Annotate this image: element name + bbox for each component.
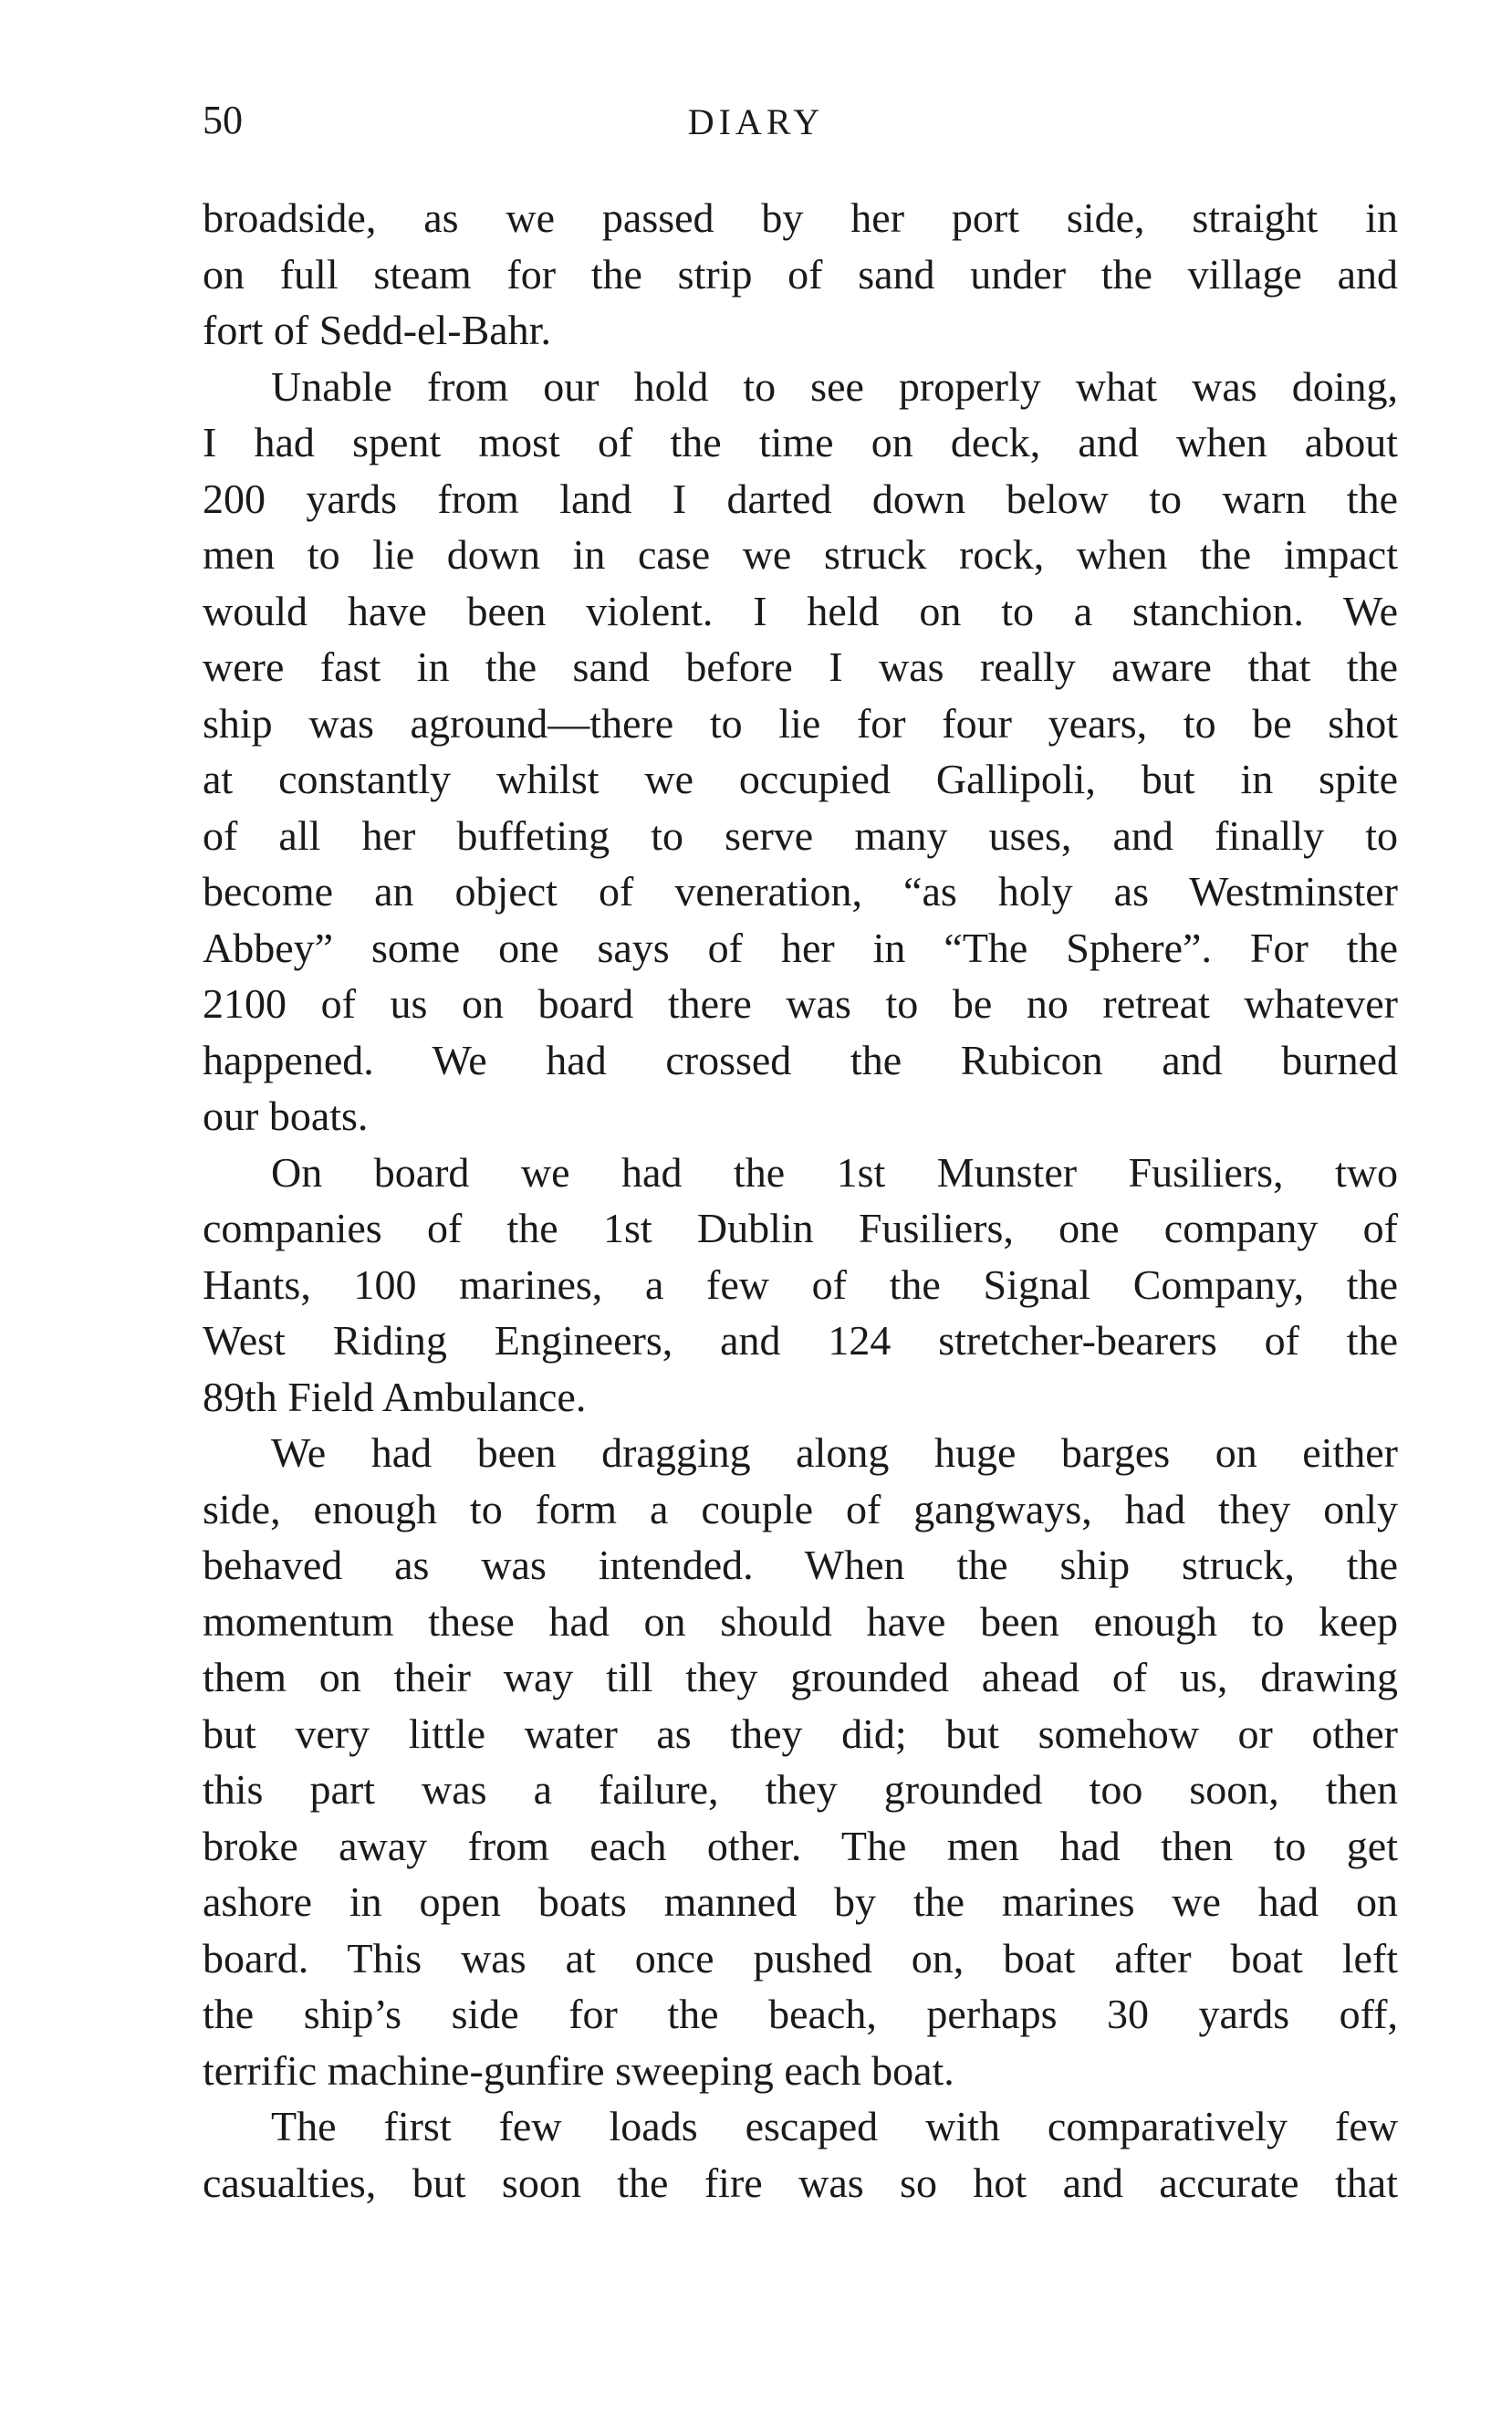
text-line: men to lie down in case we struck rock, when the impact — [203, 531, 1398, 578]
page-number: 50 — [203, 98, 243, 142]
text-line: fort of Sedd-el-Bahr. — [203, 307, 551, 353]
text-line: We had been dragging along huge barges on either — [271, 1429, 1398, 1476]
text-line: ashore in open boats manned by the marines we had on — [203, 1878, 1398, 1925]
text-line: 200 yards from land I darted down below to warn the — [203, 475, 1398, 522]
body-text — [203, 190, 1398, 2211]
running-title: DIARY — [687, 101, 825, 142]
text-line: On board we had the 1st Munster Fusiliers, two — [271, 1148, 1398, 1196]
text-line: side, enough to form a couple of gangways, had they only — [203, 1485, 1398, 1532]
text-line: on full steam for the strip of sand under the village and — [203, 250, 1398, 298]
text-line: I had spent most of the time on deck, and when about — [203, 419, 1398, 465]
text-line: broadside, as we passed by her port side, straight in — [203, 194, 1398, 241]
text-line: them on their way till they grounded ahead of us, drawing — [203, 1654, 1398, 1700]
text-line: Unable from our hold to see properly what was doing, — [271, 362, 1398, 410]
text-line: Abbey” some one says of her in “The Sphere”. For the — [203, 924, 1398, 971]
text-line: ship was aground—there to lie for four years, to be shot — [203, 699, 1398, 747]
text-line: momentum these had on should have been enough to keep — [203, 1597, 1398, 1645]
text-line: Hants, 100 marines, a few of the Signal Company, the — [203, 1260, 1398, 1308]
text-line: West Riding Engineers, and 124 stretcher-bearers of the — [203, 1317, 1398, 1364]
text-line: the ship’s side for the beach, perhaps 30 yards off, — [203, 1991, 1398, 2037]
text-line: broke away from each other. The men had then to get — [203, 1822, 1398, 1869]
text-line: become an object of veneration, “as holy as Westminster — [203, 868, 1398, 915]
text-line: at constantly whilst we occupied Gallipoli, but in spite — [203, 756, 1398, 802]
text-line: this part was a failure, they grounded too soon, then — [203, 1766, 1398, 1813]
text-line: casualties, but soon the fire was so hot and accurate that — [203, 2159, 1398, 2206]
text-line: happened. We had crossed the Rubicon and burned — [203, 1036, 1398, 1083]
text-line: 2100 of us on board there was to be no retreat whatever — [203, 980, 1398, 1027]
text-line: of all her buffeting to serve many uses, and finally to — [203, 811, 1398, 859]
text-line: board. This was at once pushed on, boat after boat left — [203, 1934, 1398, 1982]
text-line: 89th Field Ambulance. — [203, 1373, 587, 1420]
text-line: but very little water as they did; but somehow or other — [203, 1710, 1398, 1757]
text-line: our boats. — [203, 1093, 369, 1139]
text-line: companies of the 1st Dublin Fusiliers, one company of — [203, 1205, 1398, 1251]
text-line: would have been violent. I held on to a stanchion. We — [203, 587, 1398, 634]
text-line: were fast in the sand before I was really aware that the — [203, 643, 1398, 690]
text-line: The first few loads escaped with comparatively few — [271, 2103, 1398, 2149]
text-line: terrific machine-gunfire sweeping each boat. — [203, 2046, 954, 2094]
text-line: behaved as was intended. When the ship struck, the — [203, 1542, 1398, 1588]
